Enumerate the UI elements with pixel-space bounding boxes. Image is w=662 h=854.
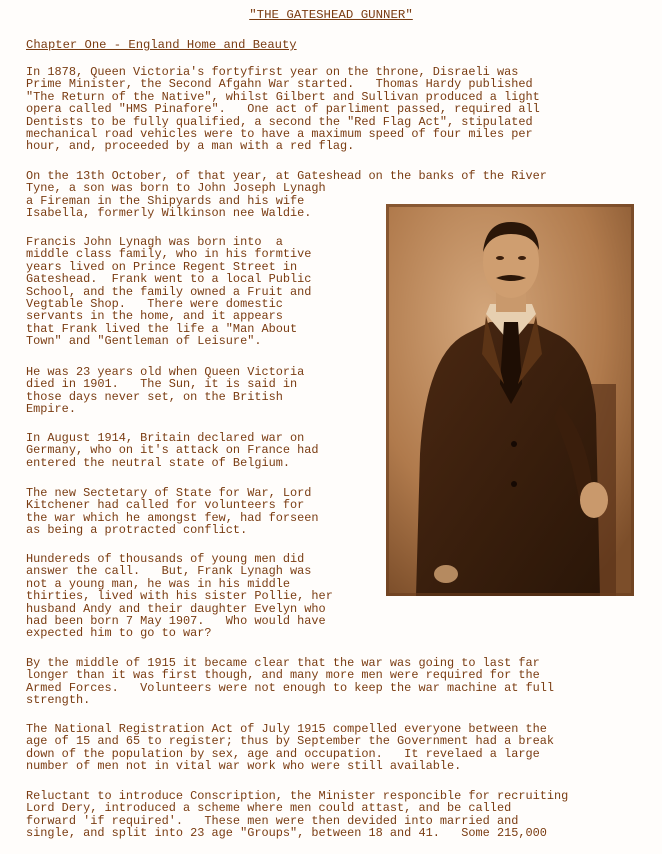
paragraph-4: He was 23 years old when Queen Victoria died in 1901. The Sun, it is said in those days never set, on the British Empire. (26, 365, 305, 417)
paragraph-8: By the middle of 1915 it became clear that the war was going to last far longer than it was first though, and many more men were required for the Armed Forces. Volunteers were not enough to keep the war machine at full strength. (26, 656, 555, 708)
paragraph-10: Reluctant to introduce Conscription, the Minister responcible for recruiting Lord Dery, introduced a scheme where men could attast, and be called forward 'if required'. These men were then devided into married and single, and split into 23 age "Groups", between 18 and 41. Some 215,000 (26, 789, 569, 841)
portrait-illustration (386, 204, 634, 596)
document-title: "THE GATESHEAD GUNNER" (249, 8, 413, 22)
paragraph-7: Hundereds of thousands of young men did answer the call. But, Frank Lynagh was not a young man, he was in his middle thirties, lived with his sister Pollie, her husband Andy and their daughter Evelyn who had been born 7 May 1907. Who would have expected him to go to war? (26, 552, 333, 641)
portrait-photo (386, 204, 634, 596)
paragraph-6: The new Sectetary of State for War, Lord Kitchener had called for volunteers for the war which he amongst few, had forseen as being a protracted conflict. (26, 486, 319, 538)
paragraph-2: On the 13th October, of that year, at Gateshead on the banks of the River Tyne, a son was born to John Joseph Lynagh a Fireman in the Shipyards and his wife Isabella, formerly Wilkinson nee Waldie. (26, 169, 547, 221)
paragraph-3: Francis John Lynagh was born into a middle class family, who in his formtive years lived on Prince Regent Street in Gateshead. Frank went to a local Public School, and the family owned a Fruit and Vegtable Shop. There were domestic servants in the home, and it appears that Frank lived the life a "Man About Town" and "Gentleman of Leisure". (26, 235, 312, 349)
paragraph-1: In 1878, Queen Victoria's fortyfirst year on the throne, Disraeli was Prime Minister, the Second Afgahn War started. Thomas Hardy published "The Return of the Native", whilst Gilbert and Sullivan produced a light opera called "HMS Pinafore". One act of parliment passed, required all Dentists to be fully qualified, a second the "Red Flag Act", stipulated mechanical road vehicles were to have a maximum speed of four miles per hour, and, proceeded by a man with a red flag. (26, 65, 540, 154)
chapter-heading: Chapter One - England Home and Beauty (26, 38, 297, 52)
paragraph-9: The National Registration Act of July 1915 compelled everyone between the age of 15 and 65 to register; thus by September the Government had a break down of the population by sex, age and occupation. It revelaed a large number of men not in vital war work who were still available. (26, 722, 555, 774)
paragraph-5: In August 1914, Britain declared war on Germany, who on it's attack on France had entered the neutral state of Belgium. (26, 431, 319, 470)
